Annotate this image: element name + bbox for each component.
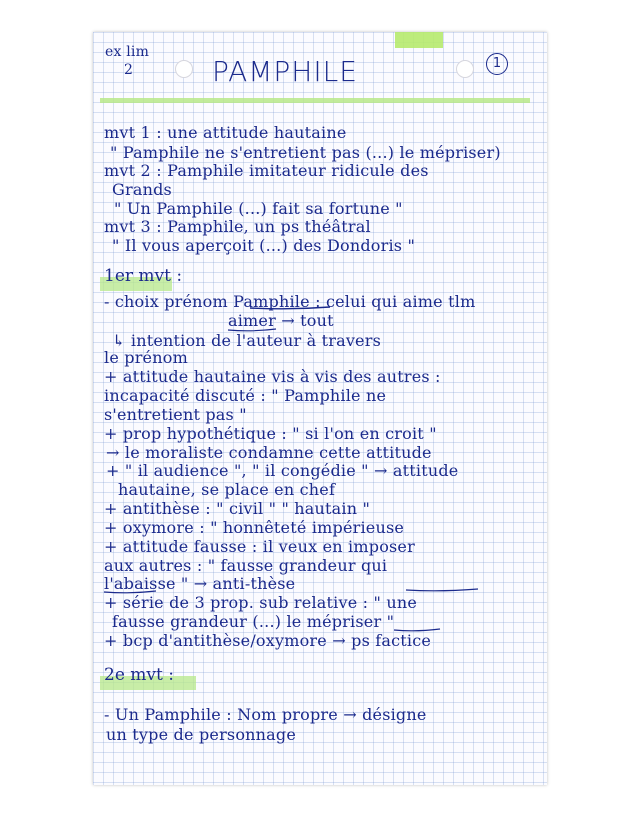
- section2-line: - Un Pamphile : Nom propre → désigne: [104, 705, 427, 724]
- section1-line: ↳ intention de l'auteur à travers: [112, 331, 381, 350]
- page-number: 1: [486, 53, 508, 75]
- intro-line: " Un Pamphile (...) fait sa fortune ": [114, 199, 403, 218]
- header-ref-num: 2: [124, 62, 134, 78]
- underline-abaisse: [104, 591, 156, 593]
- intro-line: mvt 3 : Pamphile, un ps théâtral: [104, 217, 371, 236]
- section1-line: + attitude fausse : il veux en imposer: [104, 537, 415, 556]
- section1-line: + " il audience ", " il congédie " → attitude: [106, 461, 459, 480]
- section2-heading: 2e mvt :: [104, 665, 174, 685]
- header-ref: ex lim: [105, 44, 150, 60]
- page-title: PAMPHILE: [212, 55, 358, 88]
- section1-line: + prop hypothétique : " si l'on en croit ": [104, 424, 437, 443]
- intro-line: mvt 2 : Pamphile imitateur ridicule des: [104, 161, 429, 180]
- section1-line: le prénom: [104, 348, 188, 367]
- intro-line: " Il vous aperçoit (...) des Dondoris ": [112, 236, 416, 255]
- underline-aimer: [228, 329, 276, 331]
- underline-mepriser: [394, 629, 440, 631]
- section2-line: un type de personnage: [106, 725, 297, 744]
- section1-line: s'entretient pas ": [104, 405, 247, 424]
- section1-line: + oxymore : " honnêteté impérieuse: [104, 518, 405, 537]
- section1-line: - choix prénom Pamphile : celui qui aime tlm: [104, 292, 476, 311]
- section1-line: + attitude hautaine vis à vis des autres :: [104, 367, 441, 386]
- section1-line: incapacité discuté : " Pamphile ne: [104, 386, 387, 405]
- intro-line: mvt 1 : une attitude hautaine: [104, 123, 347, 142]
- section1-heading: 1er mvt :: [104, 266, 183, 286]
- section1-line: aux autres : " fausse grandeur qui: [104, 556, 388, 575]
- section1-line: hautaine, se place en chef: [118, 480, 336, 499]
- section1-line: fausse grandeur (...) le mépriser ": [112, 612, 395, 631]
- intro-line: Grands: [112, 180, 172, 199]
- underline-pamphile: [250, 307, 330, 309]
- section1-line: + série de 3 prop. sub relative : " une: [104, 593, 418, 612]
- section1-line: + antithèse : " civil " " hautain ": [104, 499, 371, 518]
- section1-line: → le moraliste condamne cette attitude: [106, 443, 432, 462]
- section1-line: l'abaisse " → anti-thèse: [104, 574, 296, 593]
- section1-line: + bcp d'antithèse/oxymore → ps factice: [104, 631, 432, 650]
- intro-line: " Pamphile ne s'entretient pas (...) le mépriser): [110, 143, 501, 162]
- underline-grandeur: [406, 589, 478, 591]
- section1-line: aimer → tout: [228, 311, 334, 330]
